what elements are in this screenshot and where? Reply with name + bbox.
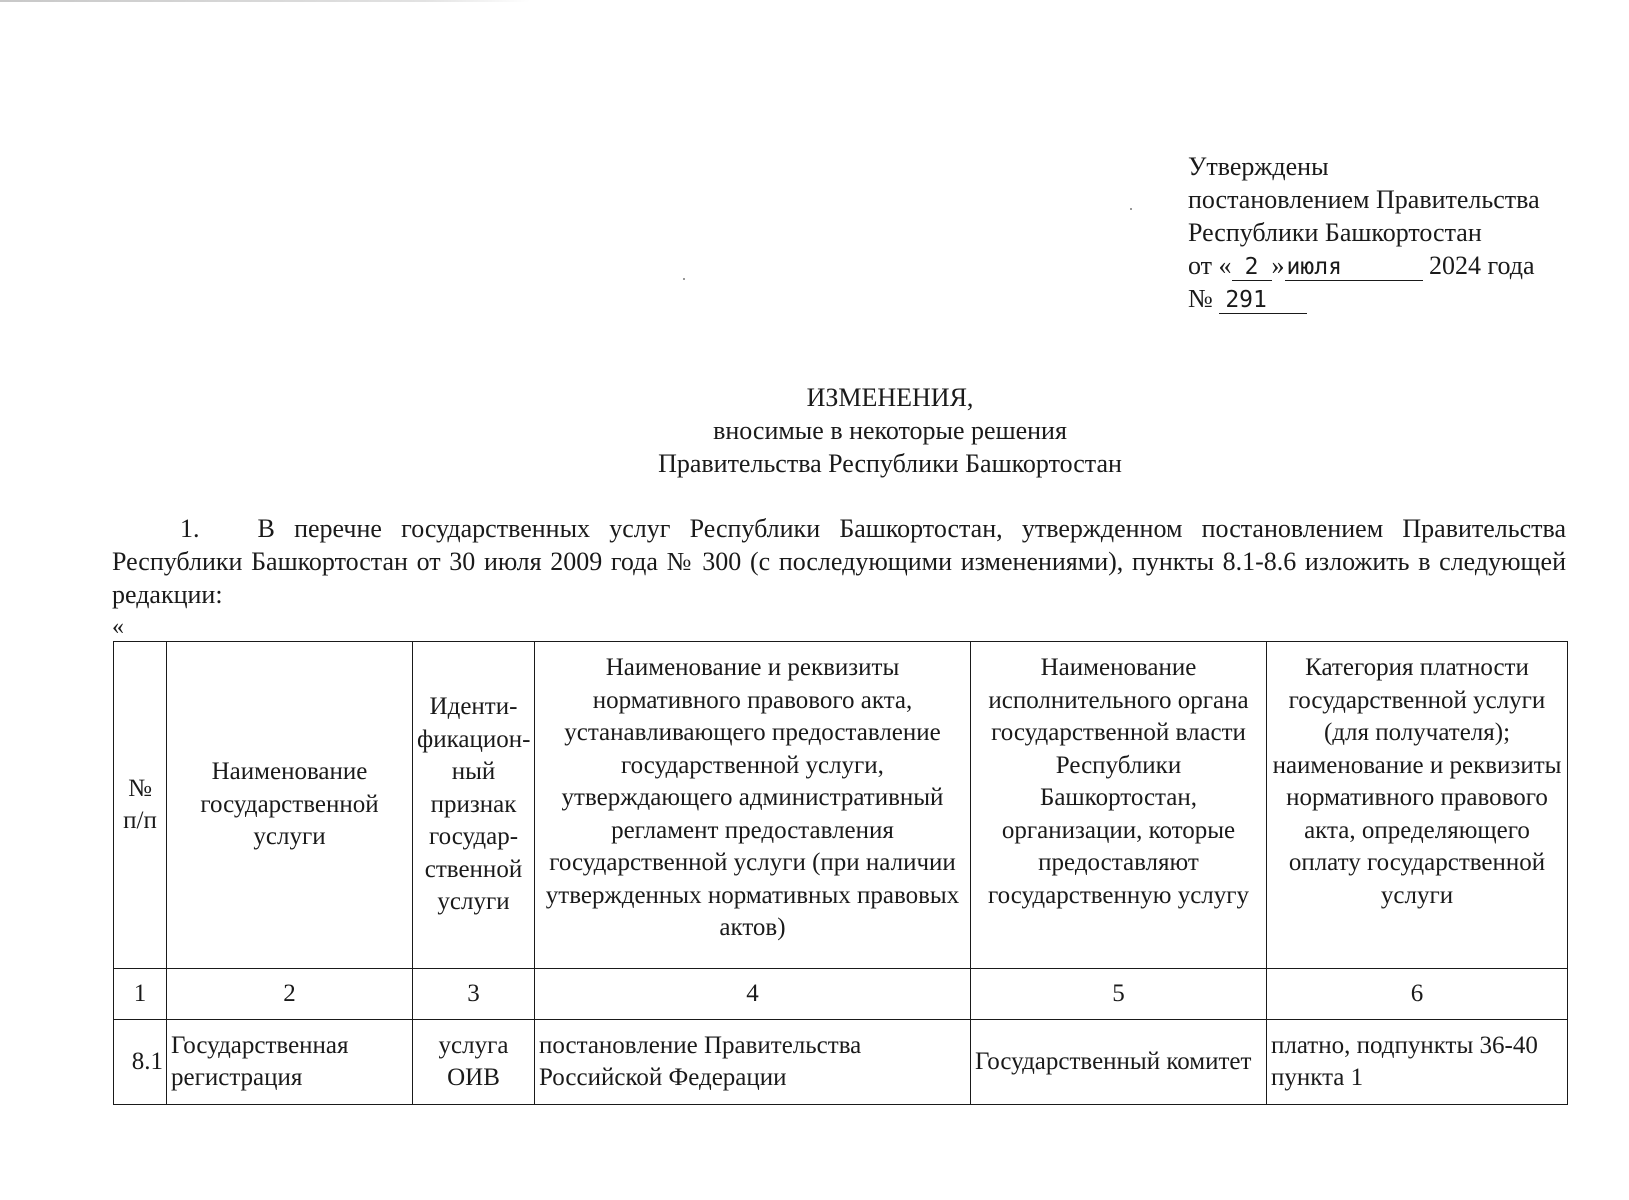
scan-speck [1130,208,1132,210]
column-number-cell: 1 [114,969,167,1020]
header-cell-number: № п/п [114,642,167,969]
paragraph-1 [112,512,1566,611]
title-heading: ИЗМЕНЕНИЯ, [806,383,974,412]
row-sign-cell: услуга ОИВ [413,1020,535,1105]
row-body-cell: Государственный комитет [971,1020,1267,1105]
approval-stamp-block [1188,150,1540,315]
title-line: вносимые в некоторые решения [713,416,1067,445]
services-table [113,641,1568,1105]
title-line: Правительства Республики Башкортостан [658,449,1122,478]
table-column-numbers-row [114,969,1568,1020]
approval-line: Республики Башкортостан [1188,218,1482,247]
date-day: 2 [1232,254,1272,281]
header-cell-payment: Категория платности государственной услуги (для получателя); наименование и реквизиты нормативного правового акта, определяющего оплату государственной услуги [1267,642,1568,969]
row-act-cell: постановление Правительства Российской Федерации [535,1020,971,1105]
column-number-cell: 6 [1267,969,1568,1020]
table-row [114,1020,1568,1105]
table-header-row [114,642,1568,969]
number-prefix: № [1188,284,1213,313]
column-number-cell: 2 [167,969,413,1020]
quote-mark: « [112,614,124,640]
row-number-cell: 8.1 [114,1020,167,1105]
date-year: 2024 года [1429,251,1535,280]
header-cell-sign: Иденти-фикацион-ный признак государ-ственной услуги [413,642,535,969]
scan-speck [683,278,685,280]
approval-line: постановлением Правительства [1188,185,1540,214]
date-mid: » [1271,251,1285,280]
paragraph-text: В перечне государственных услуг Республики Башкортостан, утвержденном постановлением Правительства Республики Башкортостан от 30 июля 2009 года № 300 (с последующими изменениями), пункты 8.1-8.6 изложить в следующей редакции: [112,514,1566,609]
header-cell-body: Наименование исполнительного органа государственной власти Республики Башкортостан, организации, которые предоставляют государственную услугу [971,642,1267,969]
header-cell-act: Наименование и реквизиты нормативного правового акта, устанавливающего предоставление государственной услуги, утверждающего административный регламент предоставления государственной услуги (при наличии утвержденных нормативных правовых актов) [535,642,971,969]
approval-line: Утверждены [1188,152,1329,181]
scan-edge-artifact [0,0,530,2]
row-service-cell: Государственная регистрация [167,1020,413,1105]
column-number-cell: 5 [971,969,1267,1020]
document-title [560,381,1220,480]
resolution-number: 291 [1219,287,1307,314]
column-number-cell: 3 [413,969,535,1020]
row-payment-cell: платно, подпункты 36-40 пункта 1 [1267,1020,1568,1105]
header-cell-service: Наименование государственной услуги [167,642,413,969]
approval-date-line [1188,249,1540,282]
approval-number-line [1188,282,1540,315]
date-month: июля [1285,254,1423,281]
paragraph-number: 1. [180,514,200,543]
date-prefix: от « [1188,251,1232,280]
column-number-cell: 4 [535,969,971,1020]
